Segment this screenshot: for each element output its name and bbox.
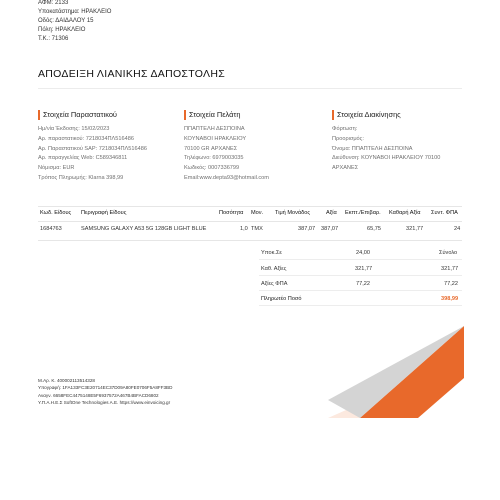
footer-auth: Αναγν. 6658FEC4475148E5F6937572A467B4BFACD6802 — [38, 392, 159, 398]
company-branch-label: Υποκατάστημα: — [38, 9, 80, 15]
col-header-value: Αξία — [326, 210, 337, 216]
doc-line: Αρ. παραγγελίας Web: C589346811 — [38, 155, 128, 162]
totals-vat-rate-label: Υποκ.Σε — [261, 250, 282, 256]
totals-divider — [259, 275, 462, 276]
totals-divider — [259, 259, 462, 260]
cell-vat: 24 — [454, 226, 461, 232]
ship-line: Φόρτωση: — [332, 126, 358, 132]
totals-vat-value: 77,22 — [356, 281, 370, 287]
client-email[interactable]: Email:www.depta93@hotmail.com — [184, 174, 269, 181]
client-line: 70100 GR ΑΡΧΑΝΕΣ — [184, 145, 238, 152]
totals-divider — [259, 290, 462, 291]
cell-desc: SAMSUNG GALAXY A53 5G 128GB LIGHT BLUE — [81, 226, 207, 232]
section-shipping-title: Στοιχεία Διακίνησης — [337, 110, 401, 119]
section-client-header — [184, 109, 269, 120]
company-afm: ΑΦΜ: 2133 — [38, 0, 69, 6]
section-document-lines — [38, 125, 147, 184]
section-accent-bar — [332, 110, 334, 120]
section-shipping-lines — [332, 125, 440, 174]
client-line: Τηλέφωνο: 6979003035 — [184, 155, 244, 162]
cell-net: 321,77 — [406, 226, 424, 232]
accent-graphic — [268, 318, 464, 418]
ship-line: Προορισμός: — [332, 135, 364, 142]
section-shipping-header — [332, 109, 440, 120]
cell-value: 387,07 — [321, 226, 339, 232]
table-divider-header — [38, 221, 462, 222]
footer-provider[interactable]: Υ.Π.Α.Η.Ε.Σ SoftOne Technologies A.E. https://www.einvoicing.gr — [38, 400, 171, 406]
footer-uid: Υπογραφή: 1FA133FC3E20714EC37D09A80FE0706F5A8FF3BD — [38, 385, 173, 391]
col-header-desc: Περιγραφή Είδους — [81, 210, 127, 216]
totals-vat-label: Αξίες ΦΠΑ — [261, 281, 288, 287]
cell-code: 1684763 — [40, 226, 62, 232]
totals-net-label: Καθ. Αξίες — [261, 266, 287, 272]
company-info — [38, 0, 111, 44]
section-client-lines — [184, 125, 269, 184]
section-client-details — [184, 109, 269, 184]
col-header-code: Κωδ. Είδους — [40, 210, 72, 216]
ship-line: ΑΡΧΑΝΕΣ — [332, 165, 359, 172]
totals-sum-label: Σύνολο — [439, 250, 458, 256]
section-document-details — [38, 109, 147, 184]
company-city: Πόλη: ΗΡΑΚΛΕΙΟ — [38, 27, 86, 33]
cell-discount: 65,75 — [367, 226, 381, 232]
section-accent-bar — [184, 110, 186, 120]
company-branch-value: ΗΡΑΚΛΕΙΟ — [81, 9, 112, 15]
doc-line: Τρόπος Πληρωμής: Klarna 398,99 — [38, 174, 124, 181]
ship-line: Διεύθυνση: ΚΟΥΝΑΒΟΙ ΗΡΑΚΛΕΙΟΥ 70100 — [332, 155, 441, 162]
doc-line: Αρ. παραστατικού: 7218034ΠΛ516486 — [38, 135, 134, 142]
section-shipping-details — [332, 109, 440, 174]
col-header-discount: Εκπτ./Επιβαρ. — [345, 210, 381, 216]
totals-payable-value: 398,99 — [441, 296, 459, 302]
totals-divider — [259, 305, 462, 306]
document-title: ΑΠΟΔΕΙΞΗ ΛΙΑΝΙΚΗΣ ΔΑΠΟΣΤΟΛΗΣ — [38, 68, 226, 80]
footer-info — [38, 377, 172, 407]
col-header-vat: Συντ. ΦΠΑ — [431, 210, 458, 216]
section-accent-bar — [38, 110, 40, 120]
totals-payable-label: Πληρωτέο Ποσό — [261, 296, 302, 302]
doc-line: Ημ/νία Έκδοσης: 15/02/2023 — [38, 126, 110, 132]
title-divider — [38, 88, 462, 89]
totals-net-value: 321,77 — [355, 266, 373, 272]
totals-vat-total: 77,22 — [444, 281, 458, 287]
col-header-unit-price: Τιμή Μονάδος — [275, 210, 311, 216]
col-header-unit: Μον. — [251, 210, 264, 216]
doc-line: Νόμισμα: EUR — [38, 165, 75, 172]
company-street: Οδός: ΔΑΙΔΑΛΟΥ 15 — [38, 18, 94, 24]
col-header-net: Καθαρή Αξία — [389, 210, 421, 216]
company-branch — [38, 8, 111, 17]
section-client-title: Στοιχεία Πελάτη — [189, 110, 241, 119]
cell-unit-price: 387,07 — [298, 226, 316, 232]
client-line: ΠΠΑΠΤΕΛΗ ΔΕΣΠΟΙΝΑ — [184, 126, 245, 132]
totals-vat-rate-value: 24,00 — [356, 250, 370, 256]
doc-line: Αρ. Παραστατικού SAP: 7218034ΠΛ516486 — [38, 145, 147, 152]
footer-mark: Μ.Αρ. Κ. 400002113514328 — [38, 378, 95, 383]
col-header-qty: Ποσότητα — [219, 210, 244, 216]
ship-line: Όνομα: ΠΠΑΠΤΕΛΗ ΔΕΣΠΟΙΝΑ — [332, 145, 413, 152]
table-divider-top — [38, 206, 462, 207]
cell-qty: 1,0 — [240, 226, 248, 232]
client-line: Κωδικός: 0007336799 — [184, 165, 240, 172]
totals-net-total: 321,77 — [441, 266, 459, 272]
section-document-header — [38, 109, 147, 120]
table-divider-bottom — [38, 240, 462, 241]
client-line: ΚΟΥΝΑΒΟΙ ΗΡΑΚΛΕΙΟΥ — [184, 135, 247, 142]
section-document-title: Στοιχεία Παραστατικού — [43, 110, 117, 119]
company-postal: Τ.Κ.: 71306 — [38, 36, 69, 42]
cell-unit: TMX — [251, 226, 263, 232]
